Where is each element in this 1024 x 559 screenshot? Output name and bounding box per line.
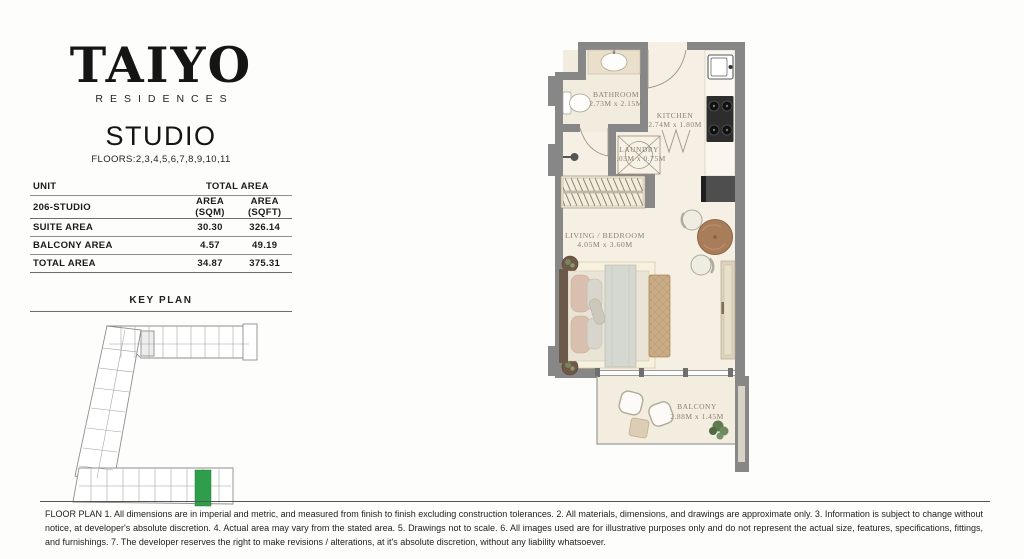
col-header-sqft: AREA (SQFT) [237,196,292,219]
room-dims-balcony: 2.88M x 1.45M [670,412,724,421]
area-table [30,178,292,273]
brand-tagline: RESIDENCES [95,93,234,106]
toilet-icon [570,94,591,112]
sink-icon [601,53,627,71]
info-panel [30,0,292,514]
key-plan-title: KEY PLAN [129,295,193,307]
col-header-unit: UNIT [30,178,183,196]
table-row [30,255,292,273]
headboard [559,269,568,363]
room-label-bathroom: BATHROOM [592,90,640,99]
unit-number: 206-STUDIO [30,196,183,219]
row-label: TOTAL AREA [30,255,183,273]
row-sqm: 34.87 [183,255,238,273]
footer-divider [40,501,990,502]
room-dims-kitchen: 2.74M x 1.80M [648,120,702,129]
table-header-row [30,178,292,196]
table-subheader-row [30,196,292,219]
room-dims-living-bedroom: 4.05M x 3.60M [577,240,633,249]
shower-head-icon [571,153,579,161]
col-header-total-area: TOTAL AREA [183,178,292,196]
row-label: SUITE AREA [30,219,183,237]
room-label-laundry: LAUNDRY [619,145,659,154]
key-plan-drawing [55,318,267,514]
floor-plan-drawing [535,24,775,488]
table-row [30,237,292,255]
room-dims-laundry: 1.03M x 0.75M [612,154,666,163]
key-plan-divider [30,311,292,312]
room-label-balcony: BALCONY [677,402,717,411]
brand-logo: TAIYO [69,36,253,94]
row-sqm: 30.30 [183,219,238,237]
balcony-table [629,418,650,439]
key-plan-building-outline [73,324,257,504]
room-label-kitchen: KITCHEN [656,111,694,120]
wardrobe [561,176,645,208]
kitchen-fixtures [707,55,734,142]
row-label: BALCONY AREA [30,237,183,255]
faucet-icon [613,51,615,55]
row-sqft: 375.31 [237,255,292,273]
blanket [605,265,636,367]
row-sqft: 326.14 [237,219,292,237]
disclaimer-text: FLOOR PLAN 1. All dimensions are in imperial and metric, and measured from finish to finish excluding construction tolerances. 2. All materials, dimensions, and drawings are approximate only. 3. Information is subject to change without notice, at developer's absolute discretion. 4. Actual area may vary from the stated area. 5. Drawings not to scale. 6. All images used are for illustrative purposes only and do not represent the actual size, features, specifications, fittings, and furnishings. 7. The developer reserves the right to make revisions / alterations, at it's absolute discretion, without any liability whatsoever. [45,509,983,547]
row-sqm: 4.57 [183,237,238,255]
unit-type-title: STUDIO [105,121,217,152]
chair [691,255,711,275]
table-row [30,219,292,237]
balcony-wall-inset [738,386,745,462]
room-label-living-bedroom: LIVING / BEDROOM [565,231,645,240]
room-dims-bathroom: 2.73M x 2.15M [589,99,643,108]
col-header-sqm: AREA (SQM) [183,196,238,219]
fridge-unit [701,176,735,202]
floors-list: FLOORS:2,3,4,5,6,7,8,9,10,11 [91,154,231,166]
row-sqft: 49.19 [237,237,292,255]
